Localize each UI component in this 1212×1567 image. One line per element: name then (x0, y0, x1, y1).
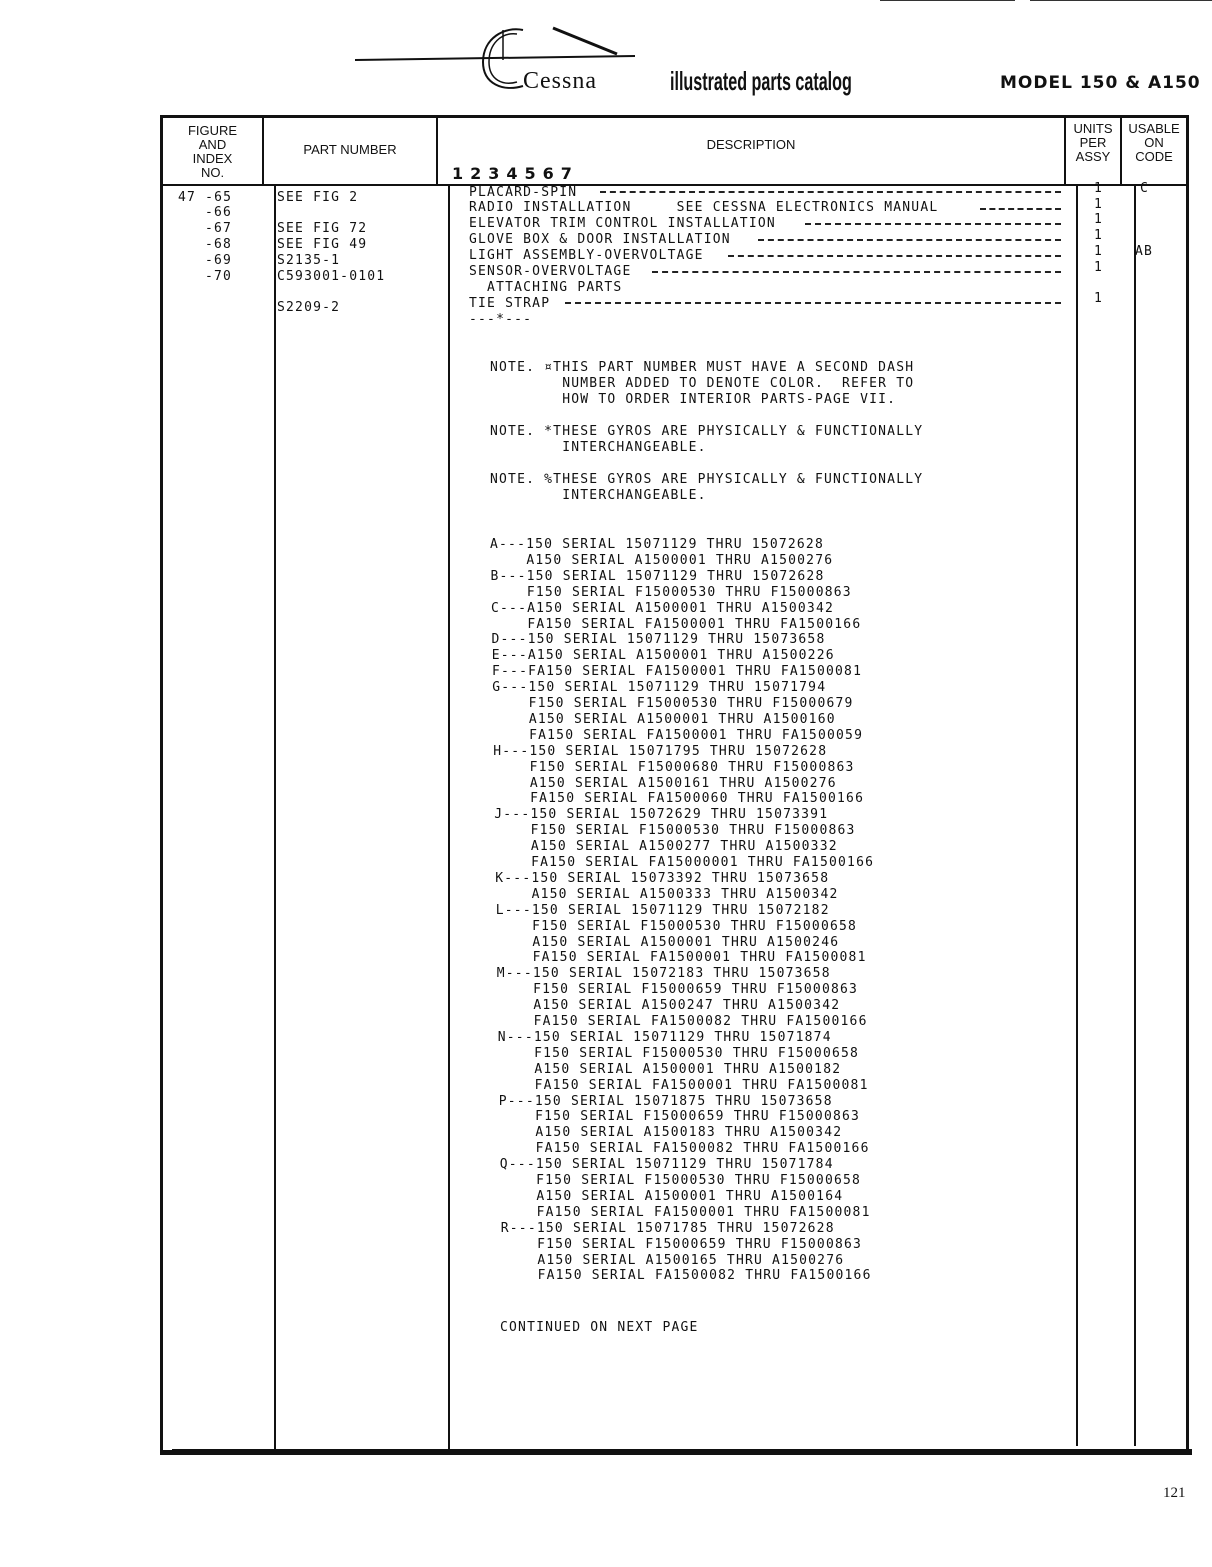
divider-part (436, 116, 438, 186)
row-fig: -68 (205, 237, 233, 252)
row-desc: SENSOR-OVERVOLTAGE (469, 264, 632, 279)
row-units: 1 (1094, 291, 1104, 306)
row-leader (728, 255, 1061, 257)
serial-code-line: L---150 SERIAL 15071129 THRU 15072182 (495, 902, 830, 918)
row-desc: ELEVATOR TRIM CONTROL INSTALLATION (469, 216, 776, 231)
serial-code-line: G---150 SERIAL 15071129 THRU 15071794 (492, 680, 827, 696)
divider-usable-body (1134, 186, 1136, 1446)
row-part: S2209-2 (277, 300, 341, 315)
header-figure-line: AND (198, 137, 227, 152)
divider-part-body (448, 186, 450, 1452)
row-units: 1 (1094, 181, 1104, 196)
divider-figure-body (274, 186, 276, 1452)
header-usable-line: ON (1144, 135, 1164, 150)
serial-code-line: F150 SERIAL F15000530 THRU F15000679 (492, 696, 854, 711)
note-line: NOTE. *THESE GYROS ARE PHYSICALLY & FUNCTIONALLY (490, 424, 924, 439)
serial-code-line: F150 SERIAL F15000530 THRU F15000658 (500, 1173, 862, 1188)
serial-code-line: C---A150 SERIAL A1500001 THRU A1500342 (491, 600, 835, 616)
note-line: NOTE. %THESE GYROS ARE PHYSICALLY & FUNCTIONALLY (490, 472, 924, 487)
serial-code-line: A---150 SERIAL 15071129 THRU 15072628 (490, 537, 824, 552)
header-figure-line: FIGURE (187, 123, 238, 138)
row-fig: -67 (205, 221, 233, 236)
cessna-logo-mark-icon (355, 20, 655, 100)
row-code: C (1140, 181, 1150, 196)
serial-code-line: FA150 SERIAL FA1500001 THRU FA1500081 (498, 1077, 869, 1093)
header-indent-levels: 1234567 (452, 164, 579, 183)
row-desc: ATTACHING PARTS (469, 280, 623, 295)
serial-code-line: A150 SERIAL A1500001 THRU A1500160 (492, 711, 836, 727)
row-desc: GLOVE BOX & DOOR INSTALLATION (469, 232, 731, 247)
row-fig: 47 -65 (178, 190, 233, 205)
brand-word: Cessna (523, 68, 597, 94)
serial-code-line: F150 SERIAL F15000530 THRU F15000863 (490, 584, 852, 600)
serial-code-line: F150 SERIAL F15000659 THRU F15000863 (501, 1236, 863, 1252)
serial-code-line: FA150 SERIAL FA1500001 THRU FA1500059 (493, 727, 864, 743)
serial-code-line: K---150 SERIAL 15073392 THRU 15073658 (495, 870, 830, 886)
row-units: 1 (1094, 212, 1104, 227)
header-figure-line: NO. (200, 165, 225, 180)
note-line: INTERCHANGEABLE. (490, 488, 707, 503)
serial-code-line: A150 SERIAL A1500001 THRU A1500182 (498, 1061, 842, 1077)
serial-code-line: H---150 SERIAL 15071795 THRU 15072628 (493, 743, 828, 759)
continued-note: CONTINUED ON NEXT PAGE (500, 1320, 699, 1335)
row-leader (600, 191, 1061, 193)
serial-code-line: J---150 SERIAL 15072629 THRU 15073391 (494, 807, 829, 823)
header-usable (1121, 122, 1187, 164)
row-part: SEE FIG 72 (277, 221, 368, 236)
serial-code-line: FA150 SERIAL FA1500082 THRU FA1500166 (497, 1014, 868, 1029)
header-figure-line: INDEX (192, 151, 233, 166)
divider-figure (262, 116, 264, 186)
serial-code-line: M---150 SERIAL 15072183 THRU 15073658 (496, 966, 831, 982)
header-units-line: ASSY (1075, 149, 1111, 164)
serial-code-line: B---150 SERIAL 15071129 THRU 15072628 (490, 568, 825, 584)
row-desc: PLACARD-SPIN (469, 185, 578, 200)
serial-code-line: R---150 SERIAL 15071785 THRU 15072628 (500, 1220, 835, 1236)
header-units-line: PER (1079, 135, 1107, 150)
serial-code-line: FA150 SERIAL FA1500082 THRU FA1500166 (501, 1268, 872, 1284)
top-rule-left (880, 0, 1015, 1)
serial-code-line: F150 SERIAL F15000680 THRU F15000863 (493, 759, 855, 775)
serial-code-line: F150 SERIAL F15000659 THRU F15000863 (497, 982, 859, 998)
row-fig: -66 (205, 205, 233, 220)
row-units: 1 (1094, 228, 1104, 243)
table-bottom-border (172, 1449, 1192, 1455)
cessna-logo (355, 20, 655, 100)
row-code: AB (1135, 244, 1154, 259)
serial-code-line: E---A150 SERIAL A1500001 THRU A1500226 (491, 648, 835, 664)
model-title: MODEL 150 & A150 (1000, 73, 1201, 93)
header-units-line: UNITS (1073, 121, 1113, 136)
serial-code-line: F150 SERIAL F15000530 THRU F15000658 (496, 918, 858, 934)
row-fig: -70 (205, 269, 233, 284)
serial-code-line: F150 SERIAL F15000530 THRU F15000863 (494, 823, 856, 839)
row-units: 1 (1094, 244, 1104, 259)
row-desc: TIE STRAP (469, 296, 551, 311)
serial-code-line: Q---150 SERIAL 15071129 THRU 15071784 (499, 1157, 834, 1173)
serial-code-line: F150 SERIAL F15000530 THRU F15000658 (498, 1045, 860, 1061)
header-usable-line: CODE (1135, 149, 1173, 164)
serial-code-line: A150 SERIAL A1500165 THRU A1500276 (501, 1252, 845, 1268)
row-leader (565, 302, 1061, 304)
note-line: HOW TO ORDER INTERIOR PARTS-PAGE VII. (490, 392, 897, 407)
header-rule (162, 184, 1187, 186)
note-line: INTERCHANGEABLE. (490, 440, 707, 455)
top-rule-right (1030, 0, 1212, 1)
serial-code-line: FA150 SERIAL FA1500001 THRU FA1500081 (500, 1204, 871, 1220)
row-part: SEE FIG 2 (277, 190, 359, 205)
serial-code-line: P---150 SERIAL 15071875 THRU 15073658 (498, 1093, 833, 1109)
header-figure (165, 124, 260, 180)
serial-code-line: FA150 SERIAL FA15000001 THRU FA1500166 (495, 855, 875, 870)
row-leader (652, 271, 1061, 273)
row-leader (758, 239, 1061, 241)
serial-code-line: A150 SERIAL A1500001 THRU A1500164 (500, 1188, 844, 1204)
row-fig: -69 (205, 253, 233, 268)
catalog-title: illustrated parts catalog (670, 66, 852, 96)
note-line: NOTE. ¤THIS PART NUMBER MUST HAVE A SECOND DASH (490, 360, 915, 375)
note-line: NUMBER ADDED TO DENOTE COLOR. REFER TO (490, 376, 915, 391)
header-part-number: PART NUMBER (303, 142, 397, 157)
serial-code-line: FA150 SERIAL FA1500001 THRU FA1500081 (496, 950, 867, 966)
serial-code-line: A150 SERIAL A1500161 THRU A1500276 (493, 775, 837, 791)
row-part: C593001-0101 (277, 269, 386, 284)
serial-code-line: A150 SERIAL A1500247 THRU A1500342 (497, 998, 841, 1014)
serial-code-line: N---150 SERIAL 15071129 THRU 15071874 (497, 1029, 832, 1045)
row-desc: ---*--- (469, 312, 533, 327)
row-desc: LIGHT ASSEMBLY-OVERVOLTAGE (469, 248, 704, 263)
row-part: S2135-1 (277, 253, 341, 268)
row-desc: RADIO INSTALLATION SEE CESSNA ELECTRONICS MANUAL (469, 200, 939, 215)
row-units: 1 (1094, 197, 1104, 212)
serial-code-line: F---FA150 SERIAL FA1500001 THRU FA1500081 (492, 664, 863, 680)
serial-code-line: F150 SERIAL F15000659 THRU F15000863 (499, 1109, 861, 1125)
serial-code-line: FA150 SERIAL FA1500060 THRU FA1500166 (494, 791, 865, 807)
row-leader (805, 223, 1061, 225)
serial-code-line: A150 SERIAL A1500001 THRU A1500246 (496, 934, 840, 950)
page-number: 121 (1163, 1485, 1186, 1501)
row-leader (980, 208, 1061, 210)
header-description: DESCRIPTION (706, 137, 796, 152)
serial-code-line: A150 SERIAL A1500183 THRU A1500342 (499, 1125, 843, 1141)
row-units: 1 (1094, 260, 1104, 275)
serial-code-line: FA150 SERIAL FA1500001 THRU FA1500166 (491, 616, 862, 632)
serial-code-line: A150 SERIAL A1500001 THRU A1500276 (490, 552, 834, 568)
row-part: SEE FIG 49 (277, 237, 368, 252)
serial-code-line: D---150 SERIAL 15071129 THRU 15073658 (491, 632, 826, 648)
serial-code-line: A150 SERIAL A1500277 THRU A1500332 (494, 839, 838, 855)
serial-code-line: A150 SERIAL A1500333 THRU A1500342 (495, 886, 839, 902)
serial-code-line: FA150 SERIAL FA1500082 THRU FA1500166 (499, 1141, 870, 1157)
header-units (1066, 122, 1120, 164)
divider-units-body (1076, 186, 1078, 1446)
header-usable-line: USABLE (1128, 121, 1180, 136)
